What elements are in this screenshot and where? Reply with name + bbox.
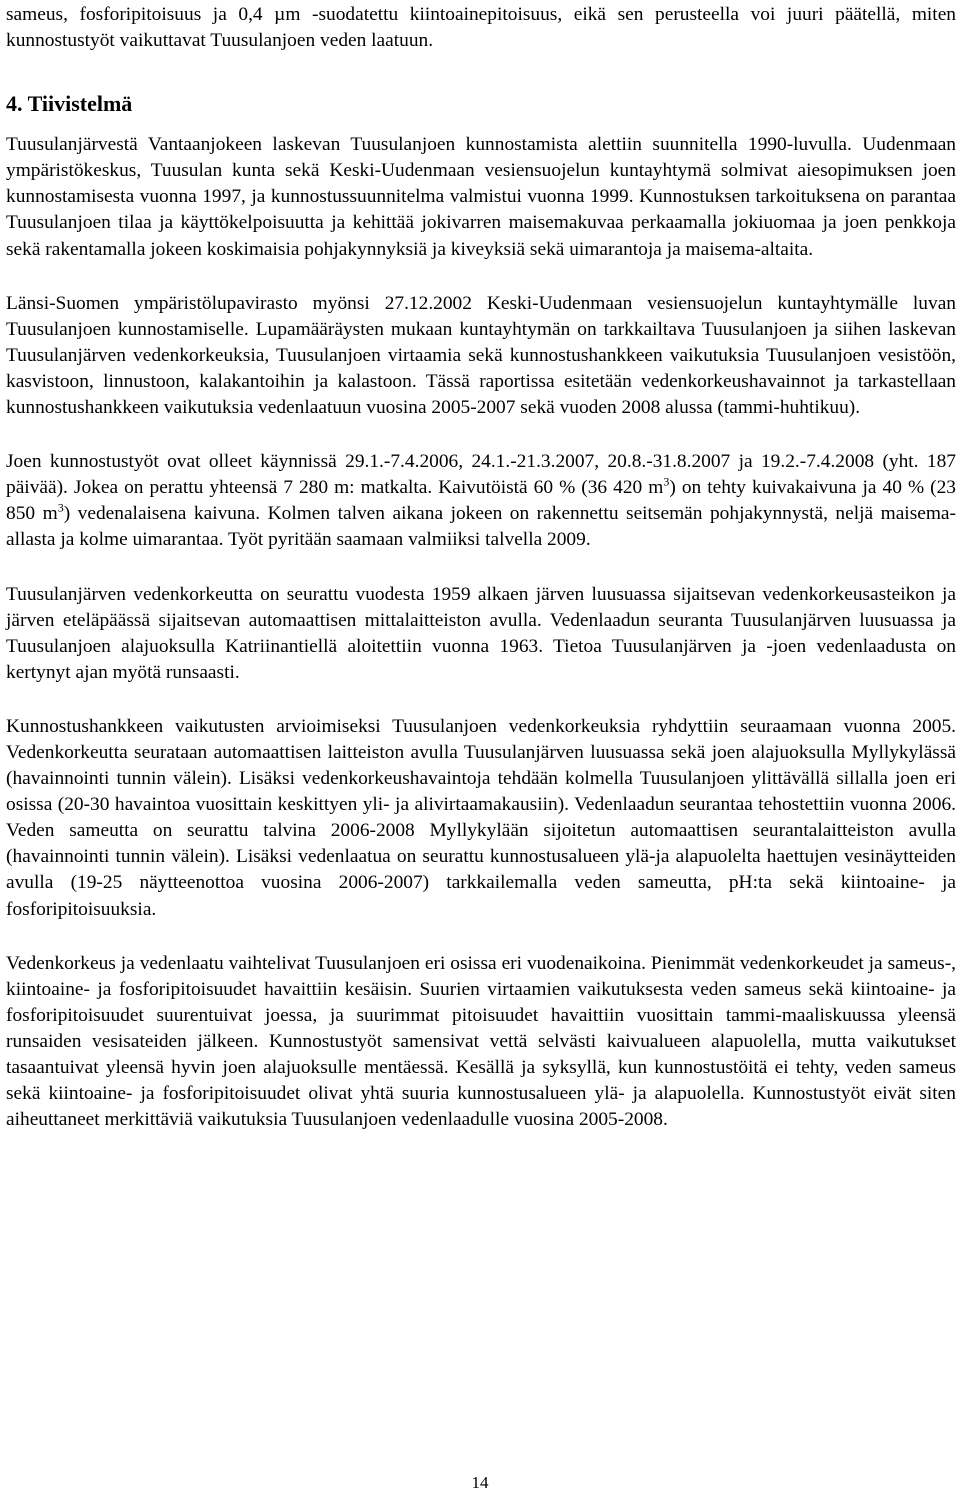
document-page — [6, 0, 956, 1133]
works-text-1: Joen kunnostustyöt ovat olleet käynnissä 29.1.-7.4.2006, 24.1.-21.3.2007, 20.8.-31.8.2007 ja 19.2.-7.4.2008 (yht. 187 päivää). Jokea on perattu yhteensä 7 280 m: matkalta. Kaivutöistä 60 % (36 420 m — [6, 451, 956, 499]
paragraph-monitoring: Kunnostushankkeen vaikutusten arvioimiseksi Tuusulanjoen vedenkorkeuksia ryhdyttiin seuraamaan vuonna 2005. Vedenkorkeutta seurataan automaattisen laitteiston avulla Tuusulanjärven luusuassa sekä joen alajuoksulla Myllykylässä (havainnointi tunnin välein). Lisäksi vedenkorkeushavaintoja tehdään kolmella Tuusulanjoen ylittävällä sillalla joen eri osissa (20-30 havaintoa vuosittain keskittyen yli- ja alivirtaamakausiin). Vedenlaadun seurantaa tehostettiin vuonna 2006. Veden sameutta on seurattu talvina 2006-2008 Myllykylään sijoitetun automaattisen seurantalaitteiston avulla (havainnointi tunnin välein). Lisäksi vedenlaatua on seurattu kunnostusalueen ylä-ja alapuolelta haettujen vesinäytteiden avulla (19-25 näytteenottoa vuosina 2006-2007) tarkkailemalla veden sameutta, pH:ta sekä kiintoaine- ja fosforipitoisuuksia. — [6, 715, 956, 920]
section-heading: 4. Tiivistelmä — [6, 91, 133, 117]
works-text-3: ) vedenalaisena kaivuna. Kolmen talven aikana jokeen on rakennettu seitsemän pohjakynnystä, neljä maisema-allasta ja kolme uimarantaa. Työt pyritään saamaan valmiiksi talvella 2009. — [6, 503, 956, 551]
superscript-cubic-2: 3 — [57, 500, 64, 515]
paragraph-water-level-history: Tuusulanjärven vedenkorkeutta on seurattu vuodesta 1959 alkaen järven luusuassa sijaitsevan vedenkorkeusasteikon ja järven eteläpäässä sijaitsevan automaattisen mittalaitteiston avulla. Vedenlaadun seuranta Tuusulanjärven luusuassa ja Tuusulanjoen alajuoksulla Katriinantiellä aloitettiin vuonna 1963. Tietoa Tuusulanjärven ja -joen vedenlaadusta on kertynyt ajan myötä runsaasti. — [6, 583, 956, 683]
page-number: 14 — [471, 1473, 489, 1492]
paragraph-summary-2: Länsi-Suomen ympäristölupavirasto myönsi 27.12.2002 Keski-Uudenmaan vesiensuojelun kuntayhtymälle luvan Tuusulanjoen kunnostamiselle. Lupamääräysten mukaan kuntayhtymän on tarkkailtava Tuusulanjoen ja siihen laskevan Tuusulanjärven vedenkorkeuksia, Tuusulanjoen virtaamia sekä kunnostushankkeen vaikutuksia Tuusulanjoen vesistöön, kasvistoon, linnustoon, kalakantoihin ja kalastoon. Tässä raportissa esitetään vedenkorkeushavainnot ja tarkastellaan kunnostushankkeen vaikutuksia vedenlaatuun vuosina 2005-2007 sekä vuoden 2008 alussa (tammi-huhtikuu). — [6, 292, 956, 419]
paragraph-works — [6, 449, 956, 553]
paragraph-intro-continuation: sameus, fosforipitoisuus ja 0,4 µm -suodatettu kiintoainepitoisuus, eikä sen perusteella voi juuri päätellä, miten kunnostustyöt vaikuttavat Tuusulanjoen veden laatuun. — [6, 4, 956, 52]
paragraph-gap — [6, 421, 956, 449]
paragraph-summary-1: Tuusulanjärvestä Vantaanjokeen laskevan Tuusulanjoen kunnostamista alettiin suunnitella 1990-luvulla. Uudenmaan ympäristökeskus, Tuusulan kunta sekä Keski-Uudenmaan vesiensuojelun kuntayhtymä solmivat aiesopimuksen joen kunnostamisesta vuonna 1997, ja kunnostussuunnitelma valmistui vuonna 1999. Kunnostuksen tarkoituksena on parantaa Tuusulanjoen tilaa ja käyttökelpoisuutta ja kehittää jokivarren maisemakuvaa perkaamalla jokiuomaa ja joen penkkoja sekä rakentamalla jokeen koskimaisia pohjakynnyksiä ja kiveyksiä sekä uimarantoja ja maisema-altaita. — [6, 134, 956, 260]
superscript-cubic-1: 3 — [663, 474, 670, 489]
paragraph-gap — [6, 686, 956, 714]
works-text-2: ) on tehty kuivakaivuna ja 40 % (23 850 m — [6, 477, 956, 525]
paragraph-gap — [6, 263, 956, 291]
paragraph-gap — [6, 923, 956, 951]
paragraph-gap — [6, 554, 956, 582]
paragraph-results: Vedenkorkeus ja vedenlaatu vaihtelivat Tuusulanjoen eri osissa eri vuodenaikoina. Pienimmät vedenkorkeudet ja sameus-, kiintoaine- ja fosforipitoisuudet havaittiin kesäisin. Suurien virtaamien vaikutuksesta veden sameus sekä kiintoaine- ja fosforipitoisuudet suurentuivat joessa, ja suurimmat pitoisuudet havaittiin vuosittain tammi-maaliskuussa yleensä runsaiden vesisateiden jälkeen. Kunnostustyöt samensivat vettä selvästi kaivualueen alapuolella, mutta vaikutukset tasaantuivat yleensä hyvin joen alajuoksulle mentäessä. Kesällä ja syksyllä, kun kunnostustöitä ei tehty, veden sameus sekä kiintoaine- ja fosforipitoisuudet olivat yhtä suuria kunnostusalueen ylä- ja alapuolella. Kunnostustyöt eivät siten aiheuttaneet merkittäviä vaikutuksia Tuusulanjoen vedenlaadulle vuosina 2005-2008. — [6, 952, 956, 1131]
